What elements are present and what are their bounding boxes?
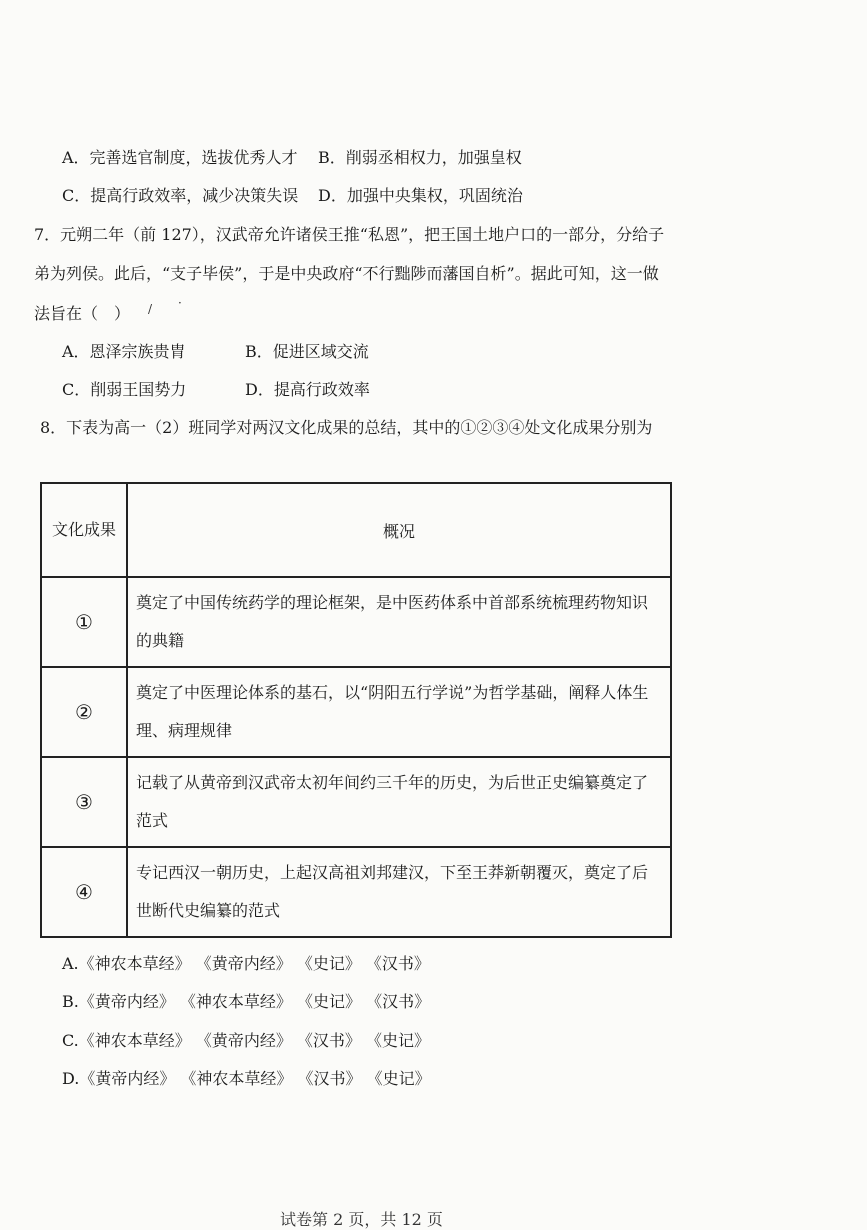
q7-stem-line3: 法旨在（ ） bbox=[34, 304, 131, 323]
table-row bbox=[41, 577, 671, 667]
culture-achievements-table bbox=[40, 482, 672, 938]
scan-speck: / bbox=[148, 302, 153, 316]
row-description: 奠定了中国传统药学的理论框架，是中医药体系中首部系统梳理药物知识的典籍 bbox=[127, 577, 671, 667]
scan-speck: · bbox=[178, 296, 182, 310]
table-header-row bbox=[41, 483, 671, 577]
row-number: ① bbox=[41, 577, 127, 667]
q8-option-b: B.《黄帝内经》 《神农本草经》 《史记》 《汉书》 bbox=[62, 992, 431, 1011]
q8-option-d: D.《黄帝内经》 《神农本草经》 《汉书》 《史记》 bbox=[62, 1069, 431, 1088]
table-row bbox=[41, 847, 671, 937]
row-description: 奠定了中医理论体系的基石，以“阴阳五行学说”为哲学基础，阐释人体生理、病理规律 bbox=[127, 667, 671, 757]
row-number: ④ bbox=[41, 847, 127, 937]
q7-stem-line2: 弟为列侯。此后，“支子毕侯”，于是中央政府“不行黜陟而藩国自析”。据此可知，这一做 bbox=[34, 264, 659, 283]
row-number: ② bbox=[41, 667, 127, 757]
q8-stem: 8．下表为高一（2）班同学对两汉文化成果的总结，其中的①②③④处文化成果分别为 bbox=[40, 418, 653, 437]
row-description: 专记西汉一朝历史，上起汉高祖刘邦建汉，下至王莽新朝覆灭，奠定了后世断代史编纂的范式 bbox=[127, 847, 671, 937]
header-overview: 概况 bbox=[127, 483, 671, 577]
q6-option-b: B．削弱丞相权力，加强皇权 bbox=[318, 148, 522, 167]
q7-option-a: A．恩泽宗族贵胄 bbox=[62, 342, 186, 361]
q8-option-a: A.《神农本草经》 《黄帝内经》 《史记》 《汉书》 bbox=[62, 954, 430, 973]
q7-stem-line1: 7．元朔二年（前 127），汉武帝允许诸侯王推“私恩”，把王国土地户口的一部分，分给子 bbox=[34, 225, 665, 244]
q6-option-a: A．完善选官制度，选拔优秀人才 bbox=[62, 148, 298, 167]
table-row bbox=[41, 667, 671, 757]
q7-option-d: D．提高行政效率 bbox=[245, 380, 370, 399]
q6-option-d: D．加强中央集权，巩固统治 bbox=[318, 186, 523, 205]
row-number: ③ bbox=[41, 757, 127, 847]
table-row bbox=[41, 757, 671, 847]
row-description: 记载了从黄帝到汉武帝太初年间约三千年的历史，为后世正史编纂奠定了范式 bbox=[127, 757, 671, 847]
header-culture-achievement: 文化成果 bbox=[41, 483, 127, 577]
q7-option-c: C．削弱王国势力 bbox=[62, 380, 187, 399]
q6-option-c: C．提高行政效率，减少决策失误 bbox=[62, 186, 299, 205]
q7-option-b: B．促进区域交流 bbox=[245, 342, 369, 361]
q8-option-c: C.《神农本草经》 《黄帝内经》 《汉书》 《史记》 bbox=[62, 1031, 431, 1050]
page-footer: 试卷第 2 页，共 12 页 bbox=[280, 1210, 443, 1229]
